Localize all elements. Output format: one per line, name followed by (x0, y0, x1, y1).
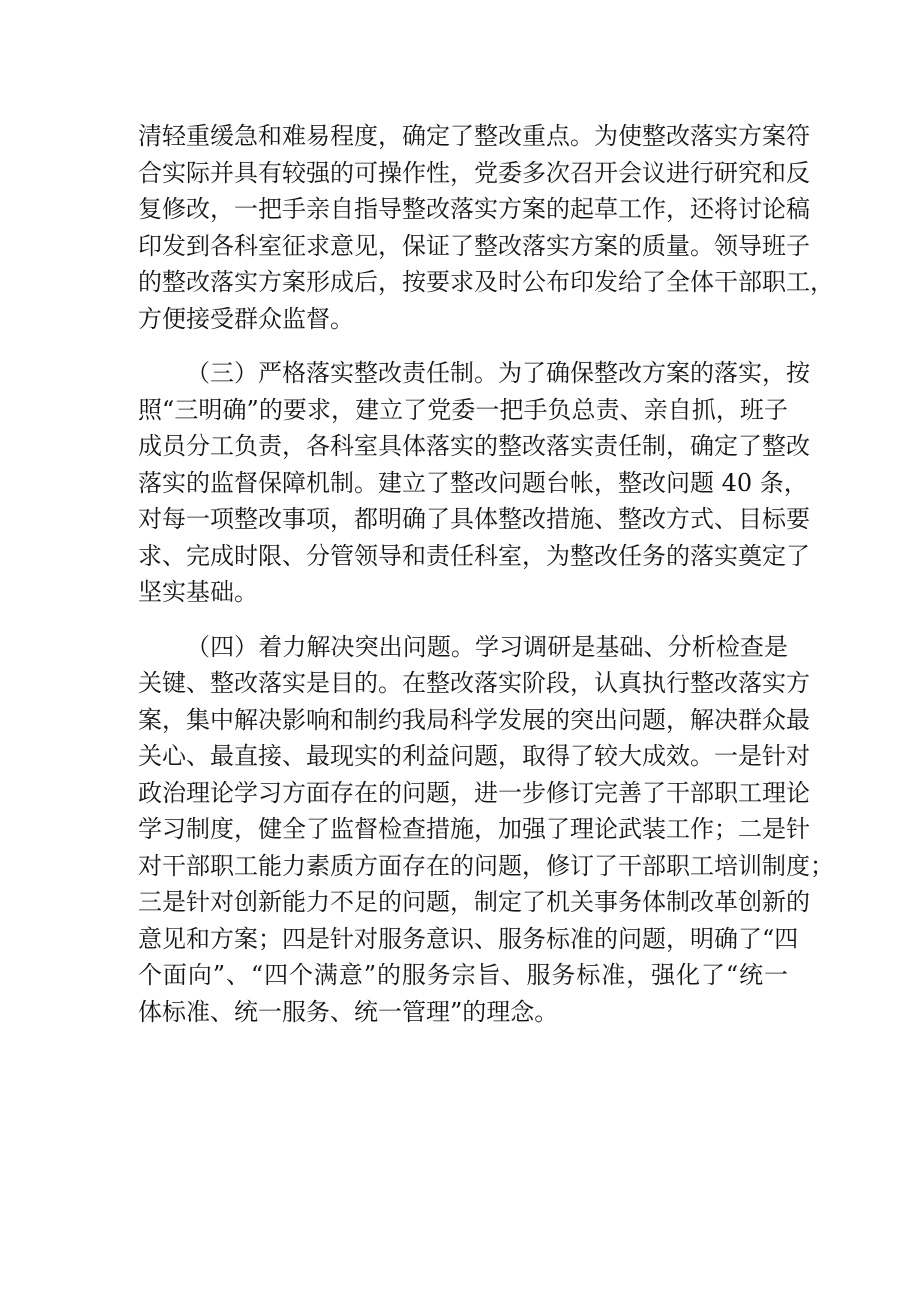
paragraph-spacer (138, 611, 788, 629)
text-line: 求、完成时限、分管领导和责任科室，为整改任务的落实奠定了 (138, 541, 810, 570)
text-line: 关心、最直接、最现实的利益问题，取得了较大成效。一是针对 (138, 742, 810, 770)
text-line: 学习制度，健全了监督检查措施，加强了理论武装工作；二是针 (138, 815, 810, 843)
text-line: 体标准、统一服务、统一管理”的理念。 (138, 997, 559, 1026)
paragraph (138, 118, 834, 337)
text-line: （三）严格落实整改责任制。为了确保整改方案的落实，按 (186, 359, 810, 387)
text-line: 清轻重缓急和难易程度，确定了整改重点。为使整改落实方案符 (138, 122, 810, 150)
text-line: 复修改，一把手亲自指导整改落实方案的起草工作，还将讨论稿 (138, 195, 810, 223)
text-line: 照“三明确”的要求，建立了党委一把手负总责、亲自抓，班子 (138, 395, 788, 424)
paragraph-spacer (138, 337, 788, 355)
text-line: 成员分工负责，各科室具体落实的整改落实责任制，确定了整改 (138, 432, 810, 460)
text-line: 坚实基础。 (138, 578, 258, 606)
text-line: 的整改落实方案形成后，按要求及时公布印发给了全体干部职工， (138, 268, 834, 296)
text-line: 政治理论学习方面存在的问题，进一步修订完善了干部职工理论 (138, 778, 810, 807)
text-line: 案，集中解决影响和制约我局科学发展的突出问题，解决群众最 (138, 705, 810, 734)
document-body (138, 118, 834, 1030)
text-line: 三是针对创新能力不足的问题，制定了机关事务体制改革创新的 (138, 888, 810, 916)
text-line: 印发到各科室征求意见，保证了整改落实方案的质量。领导班子 (138, 231, 810, 260)
text-line: （四）着力解决突出问题。学习调研是基础、分析检查是 (186, 632, 788, 661)
text-line: 意见和方案；四是针对服务意识、服务标准的问题，明确了“四 (138, 924, 799, 953)
text-line: 对每一项整改事项，都明确了具体整改措施、整改方式、目标要 (138, 505, 810, 533)
paragraph (138, 629, 834, 1031)
text-line: 落实的监督保障机制。建立了整改问题台帐，整改问题 40 条， (138, 468, 808, 497)
text-line: 个面向”、“四个满意”的服务宗旨、服务标准，强化了“统一 (138, 961, 788, 989)
text-line: 关键、整改落实是目的。在整改落实阶段，认真执行整改落实方 (138, 669, 810, 697)
text-line: 方便接受群众监督。 (138, 304, 354, 333)
paragraph (138, 355, 810, 611)
text-line: 合实际并具有较强的可操作性，党委多次召开会议进行研究和反 (138, 158, 810, 187)
text-line: 对干部职工能力素质方面存在的问题，修订了干部职工培训制度； (138, 851, 834, 880)
